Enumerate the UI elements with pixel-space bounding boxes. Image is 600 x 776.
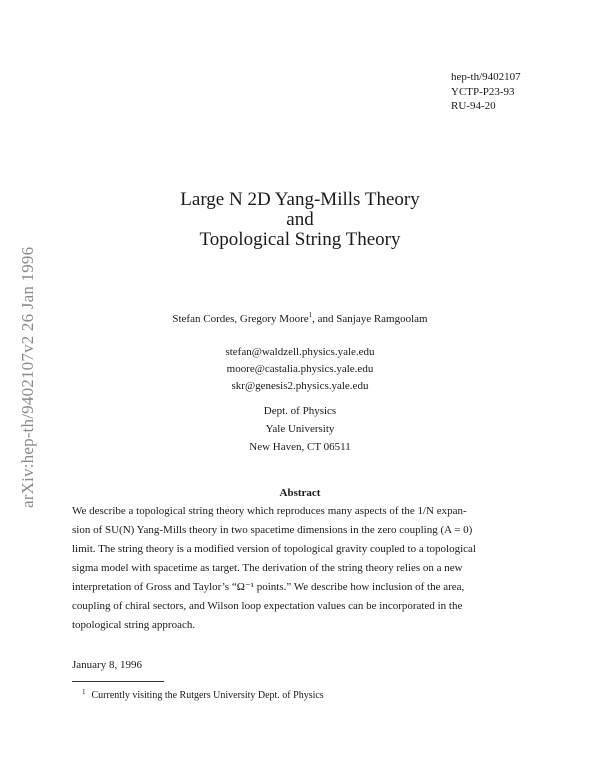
abstract-line: limit. The string theory is a modified version of topological gravity coupled to a topological — [72, 543, 476, 555]
affiliation-city: New Haven, CT 06511 — [249, 441, 351, 453]
arxiv-side-stamp: arXiv:hep-th/9402107v2 26 Jan 1996 — [18, 246, 37, 508]
paper-date: January 8, 1996 — [72, 659, 142, 671]
abstract-line: sigma model with spacetime as target. The derivation of the string theory relies on a new — [72, 562, 463, 574]
title-line-3: Topological String Theory — [199, 229, 401, 250]
abstract-heading: Abstract — [279, 487, 321, 499]
footnote — [82, 688, 324, 701]
preprint-number-yale: YCTP-P23-93 — [451, 85, 515, 98]
author-emails — [0, 344, 600, 395]
abstract-body — [72, 502, 530, 635]
footnote-mark: 1 — [82, 688, 86, 696]
email-moore: moore@castalia.physics.yale.edu — [226, 363, 374, 375]
title-line-1: Large N 2D Yang-Mills Theory — [180, 189, 420, 210]
title-line-2: and — [286, 209, 314, 230]
footnote-divider — [72, 681, 164, 682]
preprint-number-rutgers: RU-94-20 — [451, 100, 496, 112]
affiliation-university: Yale University — [265, 423, 335, 435]
abstract-line: topological string approach. — [72, 619, 196, 631]
abstract-line: interpretation of Gross and Taylor’s “Ω⁻¹ points.” We describe how inclusion of the area, — [72, 581, 465, 593]
affiliation-dept: Dept. of Physics — [263, 405, 337, 417]
email-ramgoolam: skr@genesis2.physics.yale.edu — [231, 380, 369, 392]
abstract-line: sion of SU(N) Yang-Mills theory in two spacetime dimensions in the zero coupling (A = 0) — [72, 524, 473, 536]
abstract-line: We describe a topological string theory which reproduces many aspects of the 1/N expan- — [72, 505, 467, 517]
report-numbers — [451, 70, 521, 114]
authors-text-after: , and Sanjaye Ramgoolam — [312, 313, 428, 325]
abstract-line: coupling of chiral sectors, and Wilson loop expectation values can be incorporated in the — [72, 600, 463, 612]
arxiv-id: hep-th/9402107 — [451, 71, 521, 83]
email-cordes: stefan@waldzell.physics.yale.edu — [225, 346, 375, 358]
authors-text: Stefan Cordes, Gregory Moore — [172, 313, 309, 325]
author-list — [0, 311, 600, 325]
author-footnote-mark: 1 — [308, 311, 313, 319]
paper-title — [0, 190, 600, 250]
footnote-text: Currently visiting the Rutgers University Dept. of Physics — [91, 690, 324, 701]
affiliation — [0, 402, 600, 456]
